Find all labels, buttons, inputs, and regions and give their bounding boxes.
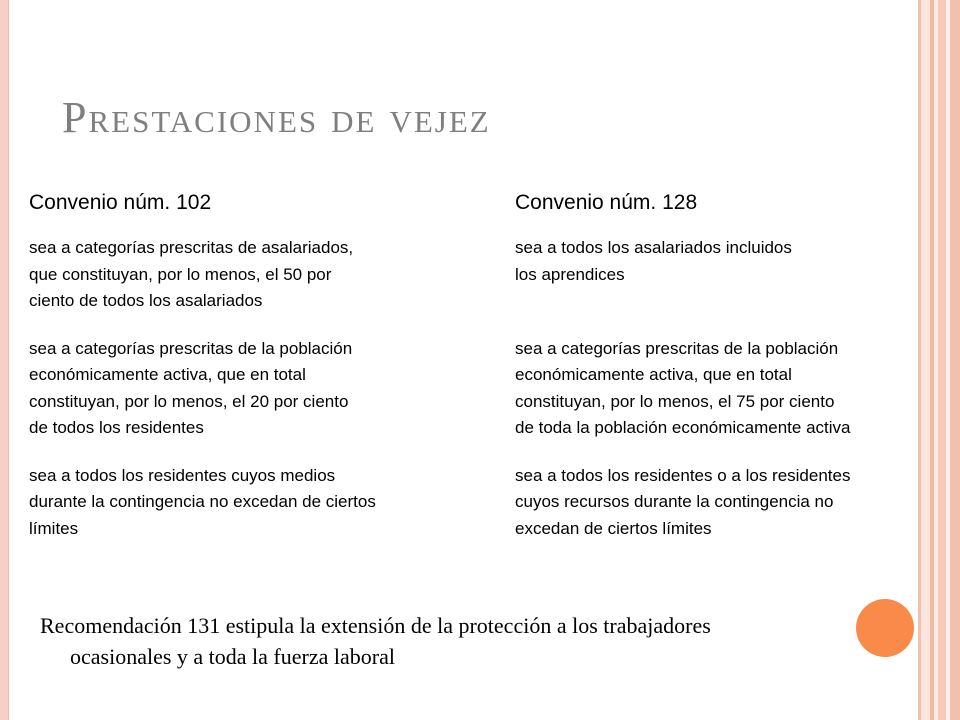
recommendation-line-1: Recomendación 131 estipula la extensión de la protección a los trabajadores	[40, 613, 711, 638]
text-line: ciento de todos los asalariados	[29, 291, 263, 310]
convention-128-block-3	[515, 463, 915, 543]
text-line: sea a categorías prescritas de asalariados,	[29, 238, 354, 257]
left-decorative-border	[0, 0, 9, 720]
text-line: económicamente activa, que en total	[515, 365, 792, 384]
text-line: durante la contingencia no excedan de ciertos	[29, 492, 376, 511]
convention-128-column	[515, 190, 915, 563]
text-line: sea a categorías prescritas de la población	[515, 338, 839, 358]
text-line: excedan de ciertos límites	[515, 518, 712, 538]
text-line: constituyan, por lo menos, el 75 por ciento	[515, 391, 835, 411]
convention-102-block-1	[29, 235, 499, 315]
text-line: sea a todos los asalariados incluidos	[515, 238, 792, 257]
convention-128-block-1	[515, 235, 915, 315]
text-line	[515, 288, 915, 315]
text-line: sea a categorías prescritas de la población	[29, 338, 353, 358]
recommendation-line-2: ocasionales y a toda la fuerza laboral	[70, 644, 395, 669]
convention-102-block-3	[29, 463, 499, 543]
text-line: constituyan, por lo menos, el 20 por ciento	[29, 391, 349, 411]
text-line: de toda la población económicamente activa	[515, 418, 851, 437]
text-line: cuyos recursos durante la contingencia no	[515, 492, 834, 511]
slide-title: Prestaciones de vejez	[62, 93, 491, 142]
convention-128-block-2	[515, 336, 915, 442]
convention-102-block-2	[29, 336, 499, 442]
text-line: de todos los residentes	[29, 418, 204, 437]
convention-102-heading: Convenio núm. 102	[29, 191, 212, 214]
text-line: los aprendices	[515, 264, 625, 284]
orange-circle-decoration	[856, 599, 914, 657]
text-line: que constituyan, por lo menos, el 50 por	[29, 264, 332, 284]
text-line: económicamente activa, que en total	[29, 365, 306, 384]
text-line: límites	[29, 518, 79, 538]
text-line: sea a todos los residentes cuyos medios	[29, 465, 336, 485]
right-decorative-border	[916, 0, 960, 720]
convention-128-heading: Convenio núm. 128	[515, 191, 698, 214]
convention-102-column	[29, 190, 499, 563]
text-line: sea a todos los residentes o a los residentes	[515, 465, 851, 485]
recommendation-131-text	[40, 610, 870, 672]
